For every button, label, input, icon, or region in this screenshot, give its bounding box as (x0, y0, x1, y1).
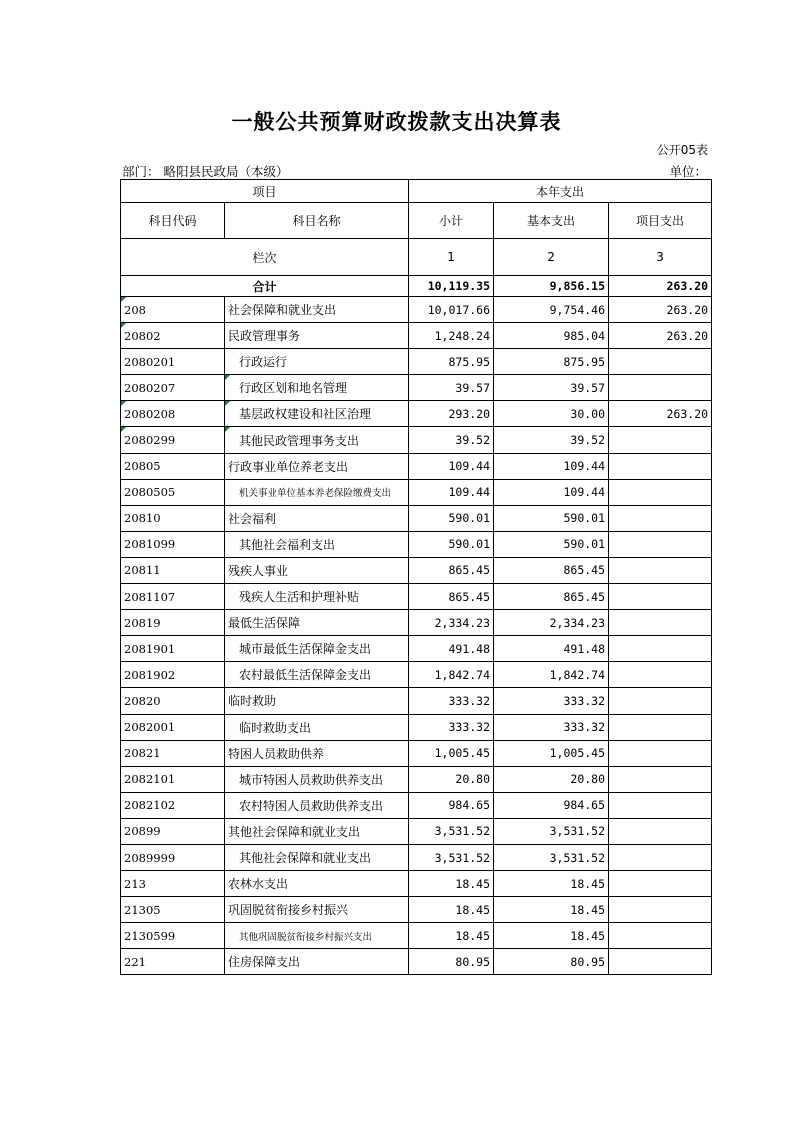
row-code: 20810 (121, 505, 225, 531)
row-name: 基层政权建设和社区治理 (225, 401, 409, 427)
row-code: 2081901 (121, 636, 225, 662)
row-basic: 865.45 (494, 557, 609, 583)
table-row (121, 766, 712, 792)
table-row (121, 688, 712, 714)
table-row (121, 505, 712, 531)
row-subtotal: 590.01 (409, 505, 494, 531)
row-subtotal: 18.45 (409, 897, 494, 923)
row-project (609, 792, 712, 818)
row-name: 其他社会保障和就业支出 (225, 818, 409, 844)
row-basic: 3,531.52 (494, 844, 609, 870)
form-code: 公开05表 (656, 143, 708, 157)
row-name: 残疾人事业 (225, 557, 409, 583)
header-row-2 (121, 203, 712, 239)
row-subtotal: 18.45 (409, 871, 494, 897)
row-name: 临时救助支出 (225, 714, 409, 740)
row-subtotal: 333.32 (409, 688, 494, 714)
table-row (121, 740, 712, 766)
column-index-label: 栏次 (121, 239, 409, 276)
row-code: 2089999 (121, 844, 225, 870)
row-basic: 984.65 (494, 792, 609, 818)
row-project (609, 505, 712, 531)
row-code: 2081902 (121, 662, 225, 688)
header-subtotal: 小计 (409, 203, 494, 239)
row-subtotal: 109.44 (409, 479, 494, 505)
row-subtotal: 1,005.45 (409, 740, 494, 766)
row-basic: 590.01 (494, 531, 609, 557)
row-code: 20819 (121, 610, 225, 636)
row-code: 21305 (121, 897, 225, 923)
row-project (609, 949, 712, 975)
table-row (121, 453, 712, 479)
row-name: 农林水支出 (225, 871, 409, 897)
row-subtotal: 2,334.23 (409, 610, 494, 636)
row-subtotal: 491.48 (409, 636, 494, 662)
row-code: 20811 (121, 557, 225, 583)
row-subtotal: 3,531.52 (409, 844, 494, 870)
row-name: 其他社会保障和就业支出 (225, 844, 409, 870)
row-subtotal: 590.01 (409, 531, 494, 557)
table-row (121, 818, 712, 844)
row-name: 其他巩固脱贫衔接乡村振兴支出 (225, 923, 409, 949)
row-subtotal: 109.44 (409, 453, 494, 479)
header-row-1 (121, 180, 712, 203)
row-name: 机关事业单位基本养老保险缴费支出 (225, 479, 409, 505)
row-code: 2080201 (121, 349, 225, 375)
row-basic: 18.45 (494, 897, 609, 923)
row-code: 2080299 (121, 427, 225, 453)
table-row (121, 844, 712, 870)
table-row (121, 323, 712, 349)
row-subtotal: 865.45 (409, 557, 494, 583)
row-project (609, 662, 712, 688)
row-name: 城市最低生活保障金支出 (225, 636, 409, 662)
header-project: 项目 (121, 180, 409, 203)
row-name: 临时救助 (225, 688, 409, 714)
row-name: 农村特困人员救助供养支出 (225, 792, 409, 818)
row-project: 263.20 (609, 297, 712, 323)
table-row (121, 871, 712, 897)
row-code: 2080207 (121, 375, 225, 401)
row-subtotal: 875.95 (409, 349, 494, 375)
row-code: 2080505 (121, 479, 225, 505)
row-basic: 333.32 (494, 714, 609, 740)
row-project: 263.20 (609, 401, 712, 427)
row-subtotal: 3,531.52 (409, 818, 494, 844)
total-project: 263.20 (609, 276, 712, 297)
row-project: 263.20 (609, 323, 712, 349)
table-row (121, 584, 712, 610)
total-basic: 9,856.15 (494, 276, 609, 297)
row-subtotal: 10,017.66 (409, 297, 494, 323)
row-project (609, 453, 712, 479)
row-name: 残疾人生活和护理补贴 (225, 584, 409, 610)
page-title: 一般公共预算财政拨款支出决算表 (231, 110, 562, 134)
row-code: 2082101 (121, 766, 225, 792)
row-name: 行政事业单位养老支出 (225, 453, 409, 479)
table-row (121, 427, 712, 453)
row-code: 208 (121, 297, 225, 323)
total-subtotal: 10,119.35 (409, 276, 494, 297)
row-subtotal: 18.45 (409, 923, 494, 949)
row-subtotal: 984.65 (409, 792, 494, 818)
row-name: 最低生活保障 (225, 610, 409, 636)
expenditure-table (120, 179, 712, 975)
row-basic: 9,754.46 (494, 297, 609, 323)
row-code: 2130599 (121, 923, 225, 949)
row-name: 其他社会福利支出 (225, 531, 409, 557)
table-row (121, 349, 712, 375)
row-name: 其他民政管理事务支出 (225, 427, 409, 453)
row-project (609, 714, 712, 740)
row-basic: 18.45 (494, 871, 609, 897)
table-row (121, 479, 712, 505)
row-subtotal: 333.32 (409, 714, 494, 740)
row-name: 行政区划和地名管理 (225, 375, 409, 401)
row-project (609, 844, 712, 870)
header-subject-name: 科目名称 (225, 203, 409, 239)
row-subtotal: 1,248.24 (409, 323, 494, 349)
row-name: 住房保障支出 (225, 949, 409, 975)
row-project (609, 897, 712, 923)
row-code: 2082001 (121, 714, 225, 740)
column-index-3: 3 (609, 239, 712, 276)
row-basic: 80.95 (494, 949, 609, 975)
table-row (121, 636, 712, 662)
row-project (609, 923, 712, 949)
table-row (121, 557, 712, 583)
row-name: 行政运行 (225, 349, 409, 375)
row-project (609, 766, 712, 792)
table-row (121, 401, 712, 427)
row-name: 农村最低生活保障金支出 (225, 662, 409, 688)
row-project (609, 636, 712, 662)
row-name: 巩固脱贫衔接乡村振兴 (225, 897, 409, 923)
row-project (609, 818, 712, 844)
row-code: 2081099 (121, 531, 225, 557)
row-basic: 333.32 (494, 688, 609, 714)
table-row (121, 714, 712, 740)
row-project (609, 871, 712, 897)
row-name: 社会福利 (225, 505, 409, 531)
row-code: 213 (121, 871, 225, 897)
row-basic: 109.44 (494, 453, 609, 479)
row-basic: 3,531.52 (494, 818, 609, 844)
row-basic: 1,842.74 (494, 662, 609, 688)
row-code: 20820 (121, 688, 225, 714)
table-row (121, 531, 712, 557)
row-basic: 1,005.45 (494, 740, 609, 766)
row-basic: 20.80 (494, 766, 609, 792)
header-basic: 基本支出 (494, 203, 609, 239)
row-basic: 30.00 (494, 401, 609, 427)
row-code: 2082102 (121, 792, 225, 818)
department-label: 部门： 略阳县民政局（本级） (122, 164, 289, 179)
table-row (121, 297, 712, 323)
table-row (121, 792, 712, 818)
row-subtotal: 865.45 (409, 584, 494, 610)
row-basic: 491.48 (494, 636, 609, 662)
table-row (121, 375, 712, 401)
row-subtotal: 80.95 (409, 949, 494, 975)
table-row (121, 923, 712, 949)
row-project (609, 479, 712, 505)
row-subtotal: 20.80 (409, 766, 494, 792)
header-subject-code: 科目代码 (121, 203, 225, 239)
row-code: 20802 (121, 323, 225, 349)
row-basic: 875.95 (494, 349, 609, 375)
row-subtotal: 39.57 (409, 375, 494, 401)
row-basic: 39.57 (494, 375, 609, 401)
row-code: 2080208 (121, 401, 225, 427)
row-basic: 18.45 (494, 923, 609, 949)
table-row (121, 610, 712, 636)
row-project (609, 610, 712, 636)
row-basic: 865.45 (494, 584, 609, 610)
row-basic: 109.44 (494, 479, 609, 505)
row-code: 221 (121, 949, 225, 975)
column-index-1: 1 (409, 239, 494, 276)
header-project-exp: 项目支出 (609, 203, 712, 239)
row-basic: 985.04 (494, 323, 609, 349)
column-index-2: 2 (494, 239, 609, 276)
row-project (609, 531, 712, 557)
row-project (609, 584, 712, 610)
row-code: 20805 (121, 453, 225, 479)
header-current-year: 本年支出 (409, 180, 712, 203)
total-label: 合计 (121, 276, 409, 297)
table-row (121, 662, 712, 688)
row-subtotal: 39.52 (409, 427, 494, 453)
row-name: 社会保障和就业支出 (225, 297, 409, 323)
row-code: 2081107 (121, 584, 225, 610)
row-project (609, 688, 712, 714)
row-subtotal: 293.20 (409, 401, 494, 427)
header-row-index (121, 239, 712, 276)
row-project (609, 427, 712, 453)
table-row (121, 949, 712, 975)
row-basic: 590.01 (494, 505, 609, 531)
row-project (609, 349, 712, 375)
row-project (609, 375, 712, 401)
row-code: 20899 (121, 818, 225, 844)
row-project (609, 557, 712, 583)
row-subtotal: 1,842.74 (409, 662, 494, 688)
table-row (121, 897, 712, 923)
row-name: 特困人员救助供养 (225, 740, 409, 766)
unit-label: 单位： (669, 164, 707, 179)
row-name: 民政管理事务 (225, 323, 409, 349)
row-basic: 39.52 (494, 427, 609, 453)
row-basic: 2,334.23 (494, 610, 609, 636)
row-code: 20821 (121, 740, 225, 766)
row-name: 城市特困人员救助供养支出 (225, 766, 409, 792)
row-project (609, 740, 712, 766)
total-row (121, 276, 712, 297)
